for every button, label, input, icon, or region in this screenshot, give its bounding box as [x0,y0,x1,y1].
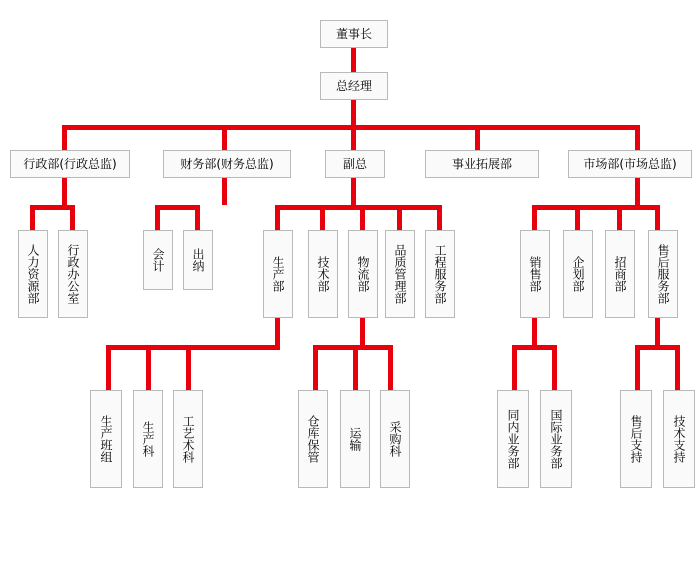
connector-admin-drop-office [70,205,75,230]
connector-prod-drop-team [106,345,111,390]
connector-after-drop-tech [675,345,680,390]
connector-logi-down [360,318,365,345]
org-node[interactable]: 品质管理部 [385,230,415,318]
connector-bus-to-finance [222,125,227,150]
connector-admin-stub [62,178,67,205]
connector-after-down [655,318,660,345]
org-node[interactable]: 售后服务部 [648,230,678,318]
org-node[interactable]: 工程服务部 [425,230,455,318]
connector-sales-drop-intl [552,345,557,390]
connector-bus-to-expansion [475,125,480,150]
org-node[interactable]: 财务部(财务总监) [163,150,291,178]
org-node[interactable]: 行政部(行政总监) [10,150,130,178]
connector-bus-to-admin [62,125,67,150]
connector-logi-drop-trans [353,345,358,390]
org-node[interactable]: 行政办公室 [58,230,88,318]
connector-finance-stub [222,178,227,205]
org-node[interactable]: 市场部(市场总监) [568,150,692,178]
connector-vp-drop-prod [275,205,280,230]
connector-after-bus [635,345,680,350]
connector-prod-drop-craft [186,345,191,390]
org-node[interactable]: 国际业务部 [540,390,572,488]
connector-sales-drop-domestic [512,345,517,390]
org-node[interactable]: 人力资源部 [18,230,48,318]
connector-admin-bus [30,205,75,210]
connector-market-drop-sales [532,205,537,230]
connector-prod-down [275,318,280,345]
connector-bus-to-market [635,125,640,150]
connector-vp-bus [275,205,440,210]
org-node[interactable]: 生产科 [133,390,163,488]
org-node[interactable]: 出纳 [183,230,213,290]
connector-market-stub [635,178,640,205]
connector-vp-drop-tech [320,205,325,230]
org-node[interactable]: 采购科 [380,390,410,488]
connector-admin-drop-hr [30,205,35,230]
connector-market-bus [532,205,660,210]
org-node[interactable]: 总经理 [320,72,388,100]
connector-logi-drop-store [313,345,318,390]
org-node[interactable]: 仓库保管 [298,390,328,488]
connector-prod-drop-section [146,345,151,390]
connector-market-drop-invest [617,205,622,230]
connector-prod-long-bus [106,345,280,350]
connector-bus-to-vp [351,125,356,150]
connector-vp-drop-logi [360,205,365,230]
org-node[interactable]: 会计 [143,230,173,290]
org-node[interactable]: 企划部 [563,230,593,318]
connector-after-drop-support [635,345,640,390]
connector-chairman-to-gm [351,48,356,72]
org-node[interactable]: 事业拓展部 [425,150,539,178]
org-node[interactable]: 物流部 [348,230,378,318]
connector-sales-bus [512,345,557,350]
org-node[interactable]: 同内业务部 [497,390,529,488]
connector-gm-down-stub [351,100,356,125]
connector-sales-down [532,318,537,345]
org-node[interactable]: 工艺术科 [173,390,203,488]
org-node[interactable]: 销售部 [520,230,550,318]
connector-vp-stub [351,178,356,205]
org-node[interactable]: 招商部 [605,230,635,318]
org-node[interactable]: 副总 [325,150,385,178]
connector-vp-drop-qa [397,205,402,230]
connector-finance-drop-cashier [195,205,200,230]
org-node[interactable]: 生产部 [263,230,293,318]
org-node[interactable]: 董事长 [320,20,388,48]
connector-finance-drop-acct [155,205,160,230]
connector-market-drop-plan [575,205,580,230]
connector-vp-drop-eng [437,205,442,230]
connector-market-drop-after [655,205,660,230]
org-node[interactable]: 售后支持 [620,390,652,488]
connector-finance-bus [155,205,200,210]
org-node[interactable]: 生产班组 [90,390,122,488]
org-node[interactable]: 技术支持 [663,390,695,488]
org-node[interactable]: 运输 [340,390,370,488]
org-node[interactable]: 技术部 [308,230,338,318]
connector-logi-drop-purch [388,345,393,390]
